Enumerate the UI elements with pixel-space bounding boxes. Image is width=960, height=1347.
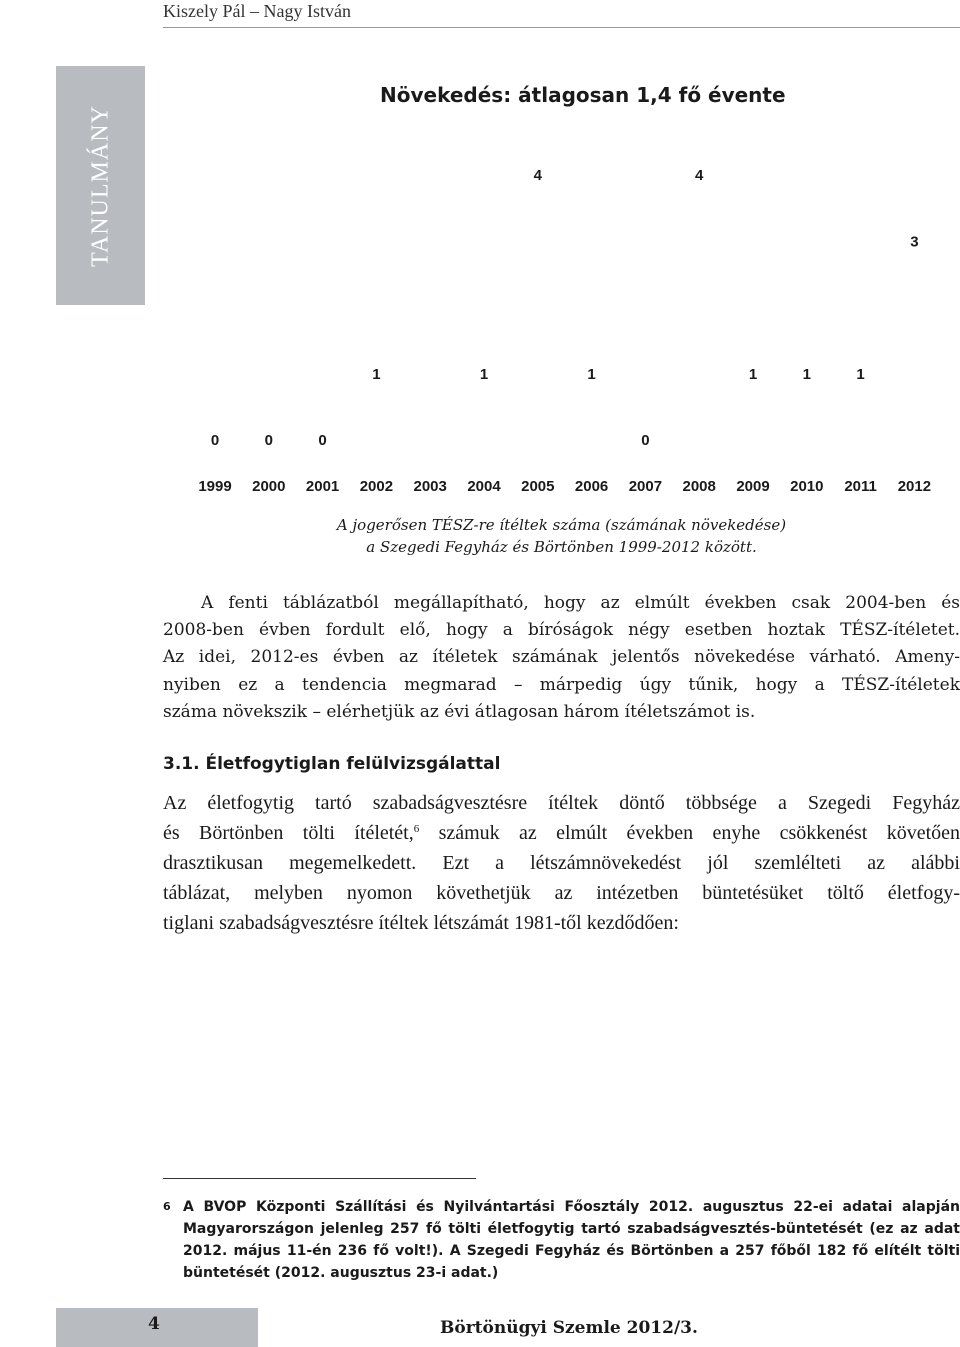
paragraph-1-line: Az idei, 2012-es évben az ítéletek számának jelentős növekedése várható. Ameny- bbox=[163, 647, 960, 668]
section-label: TANULMÁNY bbox=[87, 104, 113, 267]
data-label: 4 bbox=[533, 167, 542, 184]
footnote-line: 2012. május 11-én 236 fő volt!). A Szegedi Fegyház és Börtönben a 257 főből 182 fő elítélt tölti bbox=[183, 1243, 960, 1259]
data-label: 0 bbox=[641, 432, 650, 449]
paragraph-1-line: A fenti táblázatból megállapítható, hogy az elmúlt években csak 2004-ben és bbox=[201, 593, 960, 613]
data-label: 3 bbox=[910, 233, 919, 251]
footnote-ref[interactable]: 6 bbox=[413, 823, 420, 835]
data-label: 0 bbox=[318, 432, 327, 449]
x-tick-label: 2005 bbox=[521, 478, 555, 495]
x-tick-label: 2011 bbox=[844, 478, 877, 495]
paragraph-2-line: tiglani szabadságvesztésre ítéltek létszámát 1981-től kezdődően: bbox=[163, 912, 679, 934]
footnote-number: 6 bbox=[163, 1200, 171, 1213]
footnote-line: A BVOP Központi Szállítási és Nyilvántartási Főosztály 2012. augusztus 22-ei adatai alapján bbox=[183, 1199, 960, 1215]
paragraph-2-text: és Börtönben tölti ítéletét, bbox=[163, 822, 414, 844]
chart-title: Növekedés: átlagosan 1,4 fő évente bbox=[380, 83, 786, 107]
caption-line-2: a Szegedi Fegyház és Börtönben 1999-2012 között. bbox=[366, 538, 757, 556]
paragraph-1-line: száma növekszik – elérhetjük az évi átlagosan három ítéletszámot is. bbox=[163, 701, 756, 722]
data-label: 1 bbox=[748, 365, 758, 383]
caption-line-1: A jogerősen TÉSZ-re ítéltek száma (számának növekedése) bbox=[336, 516, 787, 534]
x-tick-label: 2004 bbox=[467, 478, 501, 495]
paragraph-1 bbox=[163, 590, 960, 726]
section-heading: 3.1. Életfogytiglan felülvizsgálattal bbox=[163, 754, 501, 774]
paragraph-1-line: 2008-ben évben fordult elő, hogy a bíróságok négy esetben hoztak TÉSZ-ítéletet. bbox=[163, 620, 960, 641]
data-label: 1 bbox=[856, 365, 865, 383]
data-label: 1 bbox=[372, 365, 381, 383]
x-tick-label: 2007 bbox=[628, 478, 663, 495]
data-label: 0 bbox=[210, 432, 220, 449]
running-header: Kiszely Pál – Nagy István bbox=[163, 1, 351, 21]
footnote-line: Magyarországon jelenleg 257 fő tölti életfogytig tartó szabadságvesztés-büntetését (ez az adat bbox=[183, 1221, 960, 1237]
x-tick-label: 2009 bbox=[736, 478, 770, 495]
x-tick-label: 2008 bbox=[682, 478, 716, 495]
journal-name: Börtönügyi Szemle 2012/3. bbox=[440, 1318, 698, 1338]
x-tick-label: 2000 bbox=[252, 478, 286, 495]
paragraph-2 bbox=[163, 788, 960, 938]
chart-caption bbox=[163, 514, 960, 558]
page-number: 4 bbox=[148, 1314, 160, 1334]
data-label: 0 bbox=[264, 432, 273, 449]
data-label: 1 bbox=[587, 365, 596, 383]
paragraph-2-line: táblázat, melyben nyomon követhetjük az intézetben büntetésüket töltő életfogy- bbox=[163, 882, 960, 904]
x-tick-label: 2006 bbox=[574, 478, 609, 495]
paragraph-2-line: Az életfogytig tartó szabadságvesztésre ítéltek döntő többsége a Szegedi Fegyház bbox=[163, 792, 960, 814]
data-label: 4 bbox=[695, 167, 704, 184]
chart bbox=[163, 160, 960, 505]
paragraph-1-line: nyiben ez a tendencia megmarad – márpedig úgy tűnik, hogy a TÉSZ-ítéletek bbox=[163, 674, 960, 695]
x-tick-label: 2001 bbox=[305, 478, 340, 495]
x-tick-label: 2002 bbox=[359, 478, 394, 495]
footnote bbox=[163, 1196, 960, 1284]
paragraph-2-line: drasztikusan megemelkedett. Ezt a létszámnövekedést jól szemlélteti az alábbi bbox=[163, 852, 960, 874]
section-band bbox=[56, 66, 145, 305]
x-tick-label: 1999 bbox=[198, 478, 232, 495]
footnote-rule bbox=[163, 1178, 476, 1179]
header-rule bbox=[163, 27, 960, 28]
paragraph-2-line bbox=[163, 818, 960, 848]
x-tick-label: 2012 bbox=[897, 478, 932, 495]
paragraph-2-text: számuk az elmúlt években enyhe csökkenést követően bbox=[419, 822, 960, 844]
footnote-line: büntetését (2012. augusztus 23-i adat.) bbox=[183, 1265, 499, 1281]
data-label: 1 bbox=[802, 365, 811, 383]
x-tick-label: 2003 bbox=[413, 478, 447, 495]
x-tick-label: 2010 bbox=[790, 478, 824, 495]
data-label: 1 bbox=[479, 365, 489, 383]
